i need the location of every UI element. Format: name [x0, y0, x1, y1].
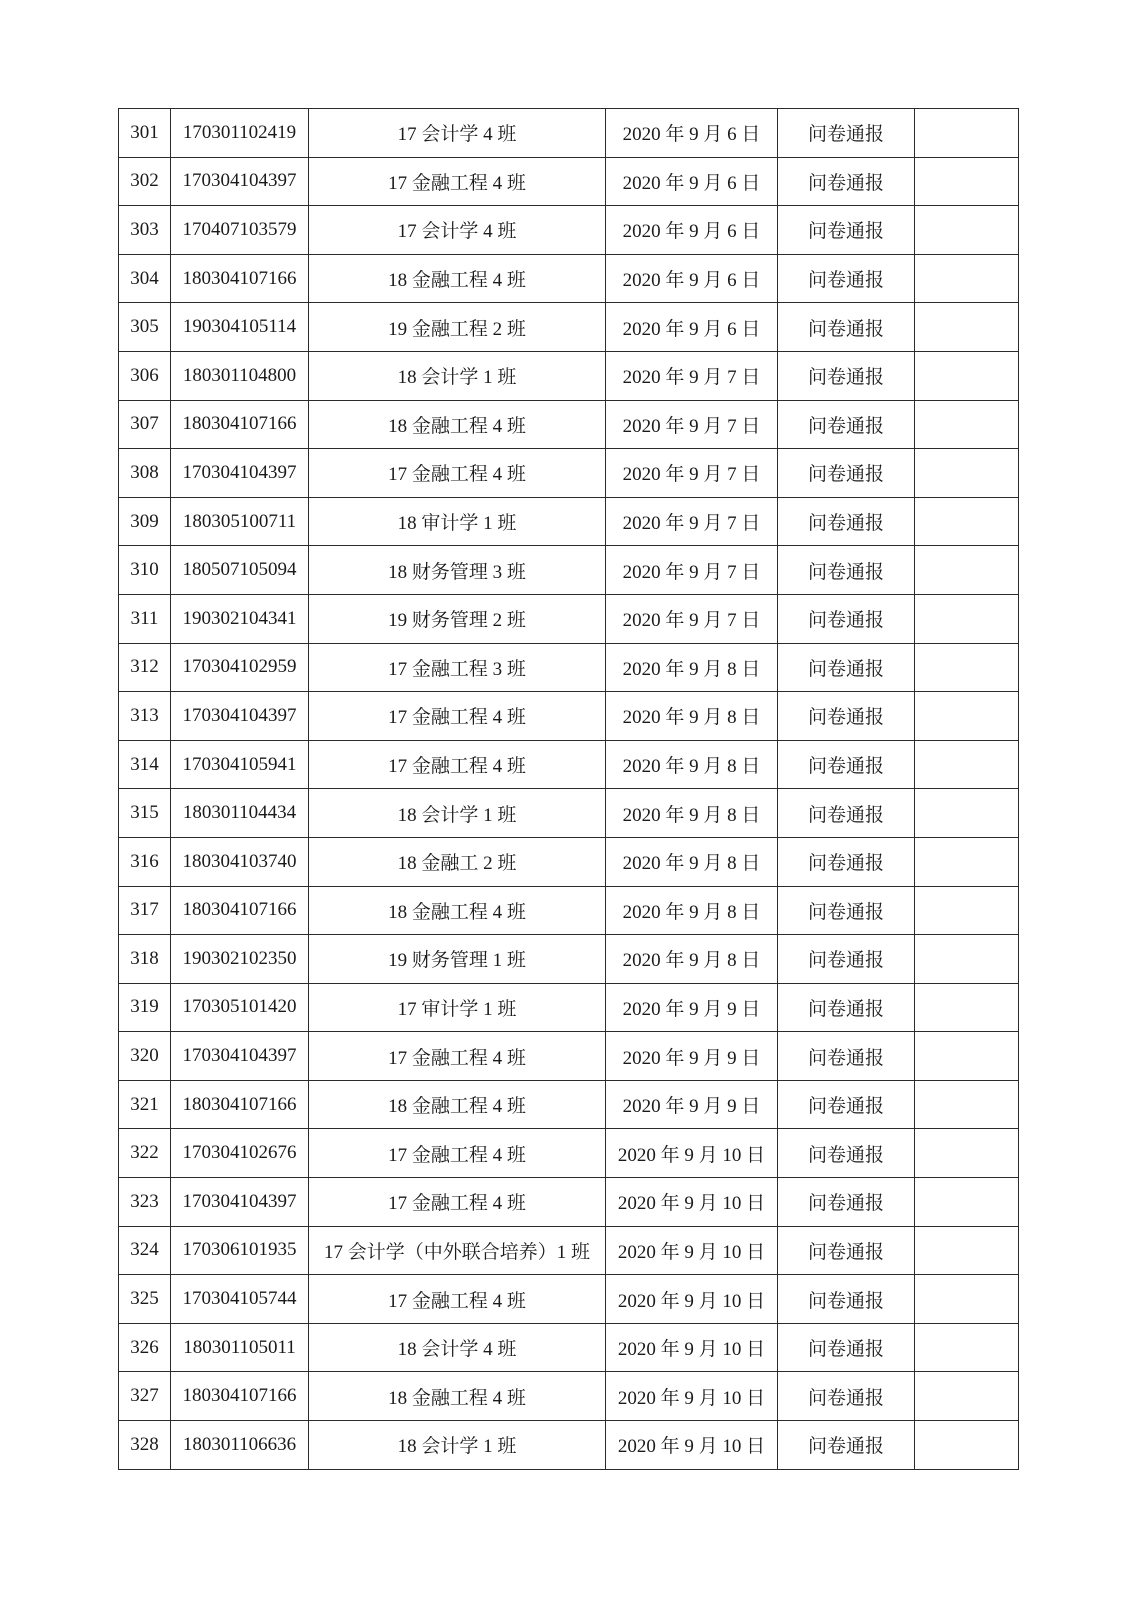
table-row [119, 692, 1019, 741]
remark-cell [915, 400, 1019, 449]
date-cell: 2020 年 9 月 8 日 [606, 643, 778, 692]
row-number-cell: 327 [119, 1372, 171, 1421]
student-id-cell: 170304105744 [171, 1275, 309, 1324]
row-number-cell: 301 [119, 109, 171, 158]
student-id-cell: 180301104800 [171, 351, 309, 400]
table-row [119, 1226, 1019, 1275]
row-number-cell: 306 [119, 351, 171, 400]
report-type-cell: 问卷通报 [778, 740, 915, 789]
date-cell: 2020 年 9 月 8 日 [606, 789, 778, 838]
report-type-cell: 问卷通报 [778, 983, 915, 1032]
table-row [119, 1323, 1019, 1372]
class-name-cell: 18 财务管理 3 班 [309, 546, 606, 595]
row-number-cell: 326 [119, 1323, 171, 1372]
table-row [119, 1275, 1019, 1324]
table-row [119, 1178, 1019, 1227]
table-row [119, 983, 1019, 1032]
date-cell: 2020 年 9 月 10 日 [606, 1178, 778, 1227]
row-number-cell: 303 [119, 206, 171, 255]
remark-cell [915, 303, 1019, 352]
student-id-cell: 170304104397 [171, 1032, 309, 1081]
table-row [119, 594, 1019, 643]
date-cell: 2020 年 9 月 7 日 [606, 351, 778, 400]
date-cell: 2020 年 9 月 10 日 [606, 1226, 778, 1275]
class-name-cell: 17 会计学（中外联合培养）1 班 [309, 1226, 606, 1275]
row-number-cell: 317 [119, 886, 171, 935]
student-id-cell: 180301105011 [171, 1323, 309, 1372]
student-id-cell: 170407103579 [171, 206, 309, 255]
class-name-cell: 17 金融工程 4 班 [309, 740, 606, 789]
report-type-cell: 问卷通报 [778, 546, 915, 595]
remark-cell [915, 1129, 1019, 1178]
table-row [119, 1032, 1019, 1081]
student-id-cell: 170301102419 [171, 109, 309, 158]
class-name-cell: 17 审计学 1 班 [309, 983, 606, 1032]
student-id-cell: 180304107166 [171, 1372, 309, 1421]
student-id-cell: 170306101935 [171, 1226, 309, 1275]
student-id-cell: 170304102676 [171, 1129, 309, 1178]
date-cell: 2020 年 9 月 6 日 [606, 157, 778, 206]
row-number-cell: 314 [119, 740, 171, 789]
remark-cell [915, 351, 1019, 400]
report-type-cell: 问卷通报 [778, 1080, 915, 1129]
report-type-cell: 问卷通报 [778, 1275, 915, 1324]
report-type-cell: 问卷通报 [778, 157, 915, 206]
date-cell: 2020 年 9 月 8 日 [606, 740, 778, 789]
student-id-cell: 180304107166 [171, 1080, 309, 1129]
date-cell: 2020 年 9 月 8 日 [606, 935, 778, 984]
remark-cell [915, 1080, 1019, 1129]
report-type-cell: 问卷通报 [778, 1226, 915, 1275]
class-name-cell: 18 金融工程 4 班 [309, 886, 606, 935]
student-id-cell: 180304107166 [171, 400, 309, 449]
report-type-cell: 问卷通报 [778, 303, 915, 352]
remark-cell [915, 157, 1019, 206]
student-id-cell: 170304104397 [171, 1178, 309, 1227]
class-name-cell: 17 金融工程 4 班 [309, 1129, 606, 1178]
remark-cell [915, 206, 1019, 255]
row-number-cell: 312 [119, 643, 171, 692]
remark-cell [915, 692, 1019, 741]
remark-cell [915, 837, 1019, 886]
date-cell: 2020 年 9 月 8 日 [606, 886, 778, 935]
row-number-cell: 315 [119, 789, 171, 838]
class-name-cell: 18 会计学 1 班 [309, 789, 606, 838]
table-row [119, 400, 1019, 449]
class-name-cell: 17 会计学 4 班 [309, 109, 606, 158]
table-row [119, 1129, 1019, 1178]
student-id-cell: 190302102350 [171, 935, 309, 984]
class-name-cell: 17 金融工程 4 班 [309, 1275, 606, 1324]
row-number-cell: 323 [119, 1178, 171, 1227]
remark-cell [915, 1032, 1019, 1081]
date-cell: 2020 年 9 月 8 日 [606, 692, 778, 741]
row-number-cell: 324 [119, 1226, 171, 1275]
class-name-cell: 17 金融工程 4 班 [309, 1032, 606, 1081]
student-id-cell: 170304104397 [171, 157, 309, 206]
student-id-cell: 170304102959 [171, 643, 309, 692]
row-number-cell: 322 [119, 1129, 171, 1178]
student-id-cell: 180301104434 [171, 789, 309, 838]
row-number-cell: 307 [119, 400, 171, 449]
class-name-cell: 17 金融工程 4 班 [309, 692, 606, 741]
class-name-cell: 18 会计学 1 班 [309, 351, 606, 400]
remark-cell [915, 1323, 1019, 1372]
table-row [119, 546, 1019, 595]
report-type-cell: 问卷通报 [778, 1032, 915, 1081]
remark-cell [915, 1226, 1019, 1275]
table-row [119, 497, 1019, 546]
report-type-cell: 问卷通报 [778, 400, 915, 449]
date-cell: 2020 年 9 月 8 日 [606, 837, 778, 886]
student-id-cell: 180304107166 [171, 886, 309, 935]
date-cell: 2020 年 9 月 7 日 [606, 400, 778, 449]
row-number-cell: 308 [119, 449, 171, 498]
date-cell: 2020 年 9 月 6 日 [606, 109, 778, 158]
class-name-cell: 18 金融工 2 班 [309, 837, 606, 886]
row-number-cell: 316 [119, 837, 171, 886]
student-id-cell: 190302104341 [171, 594, 309, 643]
date-cell: 2020 年 9 月 7 日 [606, 546, 778, 595]
remark-cell [915, 449, 1019, 498]
table-row [119, 449, 1019, 498]
table-row [119, 886, 1019, 935]
class-name-cell: 18 金融工程 4 班 [309, 254, 606, 303]
row-number-cell: 328 [119, 1421, 171, 1470]
class-name-cell: 17 金融工程 4 班 [309, 1178, 606, 1227]
table-row [119, 157, 1019, 206]
report-type-cell: 问卷通报 [778, 109, 915, 158]
remark-cell [915, 1372, 1019, 1421]
remark-cell [915, 886, 1019, 935]
date-cell: 2020 年 9 月 7 日 [606, 449, 778, 498]
record-table-body [119, 109, 1019, 1470]
date-cell: 2020 年 9 月 9 日 [606, 1032, 778, 1081]
date-cell: 2020 年 9 月 9 日 [606, 983, 778, 1032]
remark-cell [915, 254, 1019, 303]
table-row [119, 206, 1019, 255]
remark-cell [915, 497, 1019, 546]
row-number-cell: 302 [119, 157, 171, 206]
table-row [119, 837, 1019, 886]
date-cell: 2020 年 9 月 10 日 [606, 1372, 778, 1421]
date-cell: 2020 年 9 月 10 日 [606, 1323, 778, 1372]
report-type-cell: 问卷通报 [778, 1178, 915, 1227]
table-row [119, 935, 1019, 984]
report-type-cell: 问卷通报 [778, 1421, 915, 1470]
student-id-cell: 180304103740 [171, 837, 309, 886]
student-id-cell: 190304105114 [171, 303, 309, 352]
remark-cell [915, 643, 1019, 692]
table-row [119, 1372, 1019, 1421]
remark-cell [915, 789, 1019, 838]
class-name-cell: 19 金融工程 2 班 [309, 303, 606, 352]
table-row [119, 643, 1019, 692]
remark-cell [915, 594, 1019, 643]
row-number-cell: 309 [119, 497, 171, 546]
class-name-cell: 17 会计学 4 班 [309, 206, 606, 255]
row-number-cell: 311 [119, 594, 171, 643]
table-row [119, 1421, 1019, 1470]
remark-cell [915, 1178, 1019, 1227]
remark-cell [915, 1275, 1019, 1324]
class-name-cell: 19 财务管理 1 班 [309, 935, 606, 984]
report-type-cell: 问卷通报 [778, 1323, 915, 1372]
report-type-cell: 问卷通报 [778, 1129, 915, 1178]
table-row [119, 254, 1019, 303]
date-cell: 2020 年 9 月 10 日 [606, 1421, 778, 1470]
student-id-cell: 170305101420 [171, 983, 309, 1032]
student-id-cell: 170304105941 [171, 740, 309, 789]
class-name-cell: 17 金融工程 4 班 [309, 449, 606, 498]
class-name-cell: 18 审计学 1 班 [309, 497, 606, 546]
table-row [119, 1080, 1019, 1129]
row-number-cell: 319 [119, 983, 171, 1032]
table-row [119, 109, 1019, 158]
report-type-cell: 问卷通报 [778, 789, 915, 838]
class-name-cell: 19 财务管理 2 班 [309, 594, 606, 643]
class-name-cell: 17 金融工程 4 班 [309, 157, 606, 206]
row-number-cell: 310 [119, 546, 171, 595]
date-cell: 2020 年 9 月 10 日 [606, 1129, 778, 1178]
report-type-cell: 问卷通报 [778, 886, 915, 935]
student-id-cell: 180305100711 [171, 497, 309, 546]
report-type-cell: 问卷通报 [778, 643, 915, 692]
student-id-cell: 180301106636 [171, 1421, 309, 1470]
student-id-cell: 180304107166 [171, 254, 309, 303]
row-number-cell: 320 [119, 1032, 171, 1081]
report-type-cell: 问卷通报 [778, 449, 915, 498]
report-type-cell: 问卷通报 [778, 935, 915, 984]
table-row [119, 303, 1019, 352]
table-row [119, 351, 1019, 400]
class-name-cell: 17 金融工程 3 班 [309, 643, 606, 692]
student-id-cell: 170304104397 [171, 449, 309, 498]
class-name-cell: 18 会计学 1 班 [309, 1421, 606, 1470]
row-number-cell: 305 [119, 303, 171, 352]
class-name-cell: 18 金融工程 4 班 [309, 1372, 606, 1421]
remark-cell [915, 109, 1019, 158]
report-type-cell: 问卷通报 [778, 594, 915, 643]
table-row [119, 740, 1019, 789]
remark-cell [915, 1421, 1019, 1470]
report-type-cell: 问卷通报 [778, 254, 915, 303]
date-cell: 2020 年 9 月 6 日 [606, 254, 778, 303]
class-name-cell: 18 金融工程 4 班 [309, 1080, 606, 1129]
student-id-cell: 170304104397 [171, 692, 309, 741]
row-number-cell: 304 [119, 254, 171, 303]
report-type-cell: 问卷通报 [778, 837, 915, 886]
row-number-cell: 321 [119, 1080, 171, 1129]
record-table [118, 108, 1019, 1470]
remark-cell [915, 546, 1019, 595]
date-cell: 2020 年 9 月 7 日 [606, 594, 778, 643]
remark-cell [915, 935, 1019, 984]
row-number-cell: 325 [119, 1275, 171, 1324]
report-type-cell: 问卷通报 [778, 351, 915, 400]
date-cell: 2020 年 9 月 6 日 [606, 206, 778, 255]
table-row [119, 789, 1019, 838]
date-cell: 2020 年 9 月 9 日 [606, 1080, 778, 1129]
report-type-cell: 问卷通报 [778, 692, 915, 741]
report-type-cell: 问卷通报 [778, 206, 915, 255]
date-cell: 2020 年 9 月 7 日 [606, 497, 778, 546]
report-type-cell: 问卷通报 [778, 497, 915, 546]
remark-cell [915, 740, 1019, 789]
date-cell: 2020 年 9 月 6 日 [606, 303, 778, 352]
class-name-cell: 18 金融工程 4 班 [309, 400, 606, 449]
class-name-cell: 18 会计学 4 班 [309, 1323, 606, 1372]
row-number-cell: 318 [119, 935, 171, 984]
report-type-cell: 问卷通报 [778, 1372, 915, 1421]
row-number-cell: 313 [119, 692, 171, 741]
date-cell: 2020 年 9 月 10 日 [606, 1275, 778, 1324]
student-id-cell: 180507105094 [171, 546, 309, 595]
remark-cell [915, 983, 1019, 1032]
